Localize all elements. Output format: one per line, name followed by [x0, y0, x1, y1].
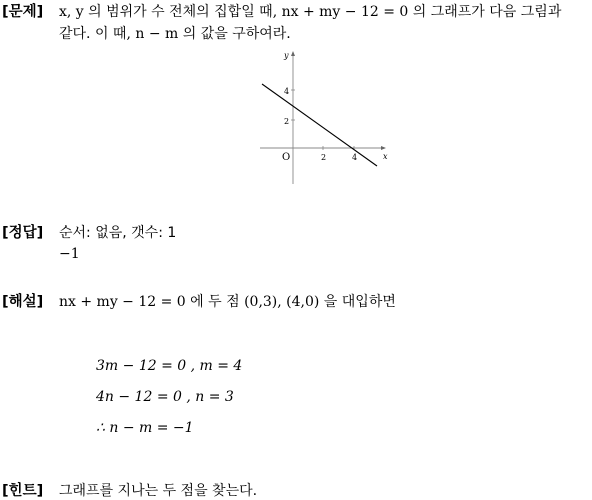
y-axis-arrow — [291, 51, 295, 56]
answer-line-1: 순서: 없음, 갯수: 1 — [59, 225, 177, 241]
answer-value: −1 — [59, 246, 80, 262]
solution-eq-2: 4n − 12 = 0 , n = 3 — [96, 389, 234, 405]
problem-tag: [문제] — [2, 4, 44, 20]
axis-label-y: y — [284, 51, 289, 60]
origin-label: O — [282, 152, 291, 163]
graph-line — [262, 84, 377, 166]
problem-line-1: x, y 의 범위가 수 전체의 집합일 때, nx + my − 12 = 0 의 그래프가 다음 그림과 — [59, 4, 562, 20]
problem-line-2: 같다. 이 때, n − m 의 값을 구하여라. — [59, 26, 291, 42]
x-tick-label-2: 2 — [321, 153, 327, 162]
axis-label-x: x — [383, 152, 388, 161]
line-graph-figure — [250, 46, 395, 186]
solution-eq-1: 3m − 12 = 0 , m = 4 — [96, 358, 243, 374]
solution-intro: nx + my − 12 = 0 에 두 점 (0,3), (4,0) 을 대입하면 — [59, 294, 396, 310]
y-tick-label-4: 4 — [284, 87, 290, 96]
answer-tag: [정답] — [2, 225, 44, 241]
hint-tag: [힌트] — [2, 483, 44, 499]
x-tick-label-4: 4 — [352, 153, 358, 162]
y-tick-label-2: 2 — [284, 117, 290, 126]
hint-text: 그래프를 지나는 두 점을 찾는다. — [59, 483, 258, 499]
solution-tag: [해설] — [2, 294, 44, 310]
solution-eq-3: ∴ n − m = −1 — [96, 420, 194, 436]
x-axis-arrow — [381, 146, 386, 150]
